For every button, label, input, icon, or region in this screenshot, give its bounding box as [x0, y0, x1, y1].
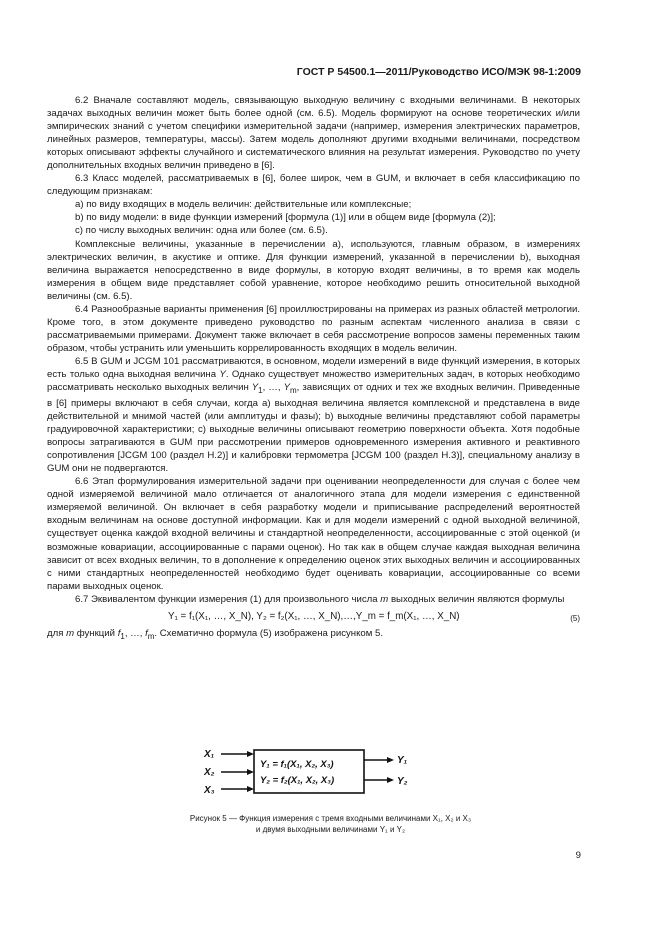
figure-5-diagram	[204, 747, 434, 795]
paragraph-6-3: 6.3 Класс моделей, рассматриваемых в [6], более широк, чем в GUM, и включает в себя классификацию по следующим признакам:	[47, 173, 580, 198]
p65-sub-m: m	[290, 385, 297, 395]
paragraph-6-6: 6.6 Этап формулирования измерительной задачи при оценивании неопределенности для случая с более чем одной измеряемой величиной мало отличается от аналогичного этапа для модели измерения с единственной измеряемой величиной. Он включает в себя разработку модели и приписывание распределений вероятностей входным величинам на основе доступной информации. Как и для модели измерений с одной выходной величиной, существует оценка каждой входной величины и стандартной неопределенности, ассоциированные с этой оценкой (и возможные ковариации, ассоциированные с парами оценок). Но так как в общем случае каждая выходная величина зависит от всех входных величин, то в дополнение к определению оценок этих выходных величин и ассоциированных с ними стандартных неопределенностей необходимо будет оценивать ковариации, ассоциированные со всеми парами выходных оценок.	[47, 476, 580, 592]
p65-var-y1: Y	[251, 382, 259, 394]
body-text	[47, 94, 580, 643]
box-equation-1: Y₁ = f₁(X₁, X₂, X₃)	[260, 759, 334, 770]
arrowhead-x3	[247, 786, 254, 792]
p65-var-y: Y	[219, 368, 226, 380]
p65-dots: , …,	[262, 382, 284, 394]
after-text-a: для	[47, 627, 67, 639]
caption-line-1: Рисунок 5 — Функция измерения с тремя входными величинами X₁, X₂ и X₃	[189, 814, 472, 823]
p67-text-a: 6.7 Эквивалентом функции измерения (1) для произвольного числа	[75, 593, 381, 605]
arrowhead-x2	[247, 769, 254, 775]
p67-text-b: выходных величин являются формулы	[388, 593, 565, 605]
list-item-c: c) по числу выходных величин: одна или более (см. 6.5).	[75, 225, 328, 237]
function-box	[254, 750, 364, 793]
document-header: ГОСТ Р 54500.1—2011/Руководство ИСО/МЭК 98-1:2009	[296, 66, 581, 78]
paragraph-6-7	[47, 593, 580, 606]
paragraph-6-2: 6.2 Вначале составляют модель, связывающую выходную величину с входными величинами. В некоторых задачах выходных величин может быть более одной (см. 6.5). Модель формируют на основе теоретических и/или эмпирических знаний с учетом специфики измерительной задачи (например, измерения электрических параметров, линейных размеров, температуры, массы). Затем модель дополняют другими входными величинами, посредством которых описывают эффекты случайного и систематического влияния на результат измерения. Руководство по учету дополнительных входных величин приведено в [6].	[47, 95, 580, 172]
list-item-a: a) по виду входящих в модель величин: действительные или комплексные;	[75, 199, 412, 211]
paragraph-after-formula	[47, 627, 580, 643]
input-label-x2: X₂	[204, 767, 215, 778]
p65-sub-1: 1	[258, 385, 263, 395]
after-var-f1: f	[117, 627, 121, 639]
after-dots: , …,	[124, 627, 146, 639]
arrowhead-x1	[247, 751, 254, 757]
p67-var-m: m	[380, 593, 389, 605]
formula-number: (5)	[570, 613, 580, 623]
list-item-b: b) по виду модели: в виде функции измерений [формула (1)] или в общем виде [формула (2)];	[75, 212, 496, 224]
caption-line-2: и двумя выходными величинами Y₁ и Y₂	[255, 825, 406, 834]
box-equation-2: Y₂ = f₂(X₁, X₂, X₃)	[260, 775, 335, 786]
input-label-x1: X₁	[204, 749, 215, 760]
after-sub-1: 1	[120, 631, 125, 641]
p65-text-b: . Однако существует множество измерительных задач, в которых необходимо рассматривать несколько выходных величин	[47, 368, 580, 394]
output-label-y2: Y₂	[397, 776, 408, 787]
paragraph-6-5	[47, 355, 580, 475]
after-sub-m: m	[147, 631, 155, 641]
page-number: 9	[575, 850, 581, 861]
arrowhead-y1	[387, 757, 394, 763]
p65-text-a: 6.5 В GUM и JCGM 101 рассматриваются, в основном, модели измерений в виде функций измерения, в которых есть только одна выходная величина	[47, 355, 580, 380]
arrowhead-y2	[387, 777, 394, 783]
p65-text-c: , зависящих от одних и тех же входных величин. Приведенные в [6] примеры включают в себя случаи, когда a) выходная величина является комплексной и представлена в виде действительной и мнимой частей (или амплитуды и фазы); b) выходные величины представляют собой параметры градуировочной характеристики; c) выходные величины описывают геометрию поверхности объекта. Хотя подобные вопросы затрагиваются в GUM при рассмотрении примеров одновременного измерения активного и реактивного сопротивления [JCGM 100 (раздел H.2)] и калибровки термометра [JCGM 100 (раздел H.3)], специальному анализу в GUM они не подвергаются.	[47, 382, 580, 475]
after-text-c: . Схематично формула (5) изображена рисунком 5.	[154, 627, 384, 639]
figure-caption	[60, 813, 601, 835]
paragraph-6-4: 6.4 Разнообразные варианты применения [6] проиллюстрированы на примерах из разных областей метрологии. Кроме того, в этом документе приведено руководство по разным аспектам численного анализа в связи с рассматриваемыми примерами. Документ также включает в себя рассмотрение вопросов замены переменных таким образом, чтобы устранить или уменьшить коррелированность входящих в модель величин.	[47, 303, 580, 354]
after-text-b: функций	[74, 627, 118, 639]
output-label-y1: Y₁	[397, 755, 408, 766]
paragraph-6-3-continued: Комплексные величины, указанные в перечислении a), используются, главным образом, в измерениях электрических величин, в акустике и оптике. Для функции измерений, указанной в перечислении b), выходная величина выражается непосредственно в виде формулы, в которую входят величины, в то время как модель измерения в общем виде представляет собой уравнение, которое необходимо решить относительной выходной величины (см. 6.5).	[47, 238, 580, 302]
formula-5	[47, 607, 580, 627]
after-var-m: m	[66, 627, 75, 639]
input-label-x3: X₃	[204, 785, 215, 795]
after-var-fm: f	[145, 627, 148, 639]
formula-expression: Y₁ = f₁(X₁, …, X_N), Y₂ = f₂(X₁, …, X_N),…,Y_m = f_m(X₁, …, X_N)	[168, 610, 460, 622]
p65-var-ym: Y	[283, 382, 290, 394]
